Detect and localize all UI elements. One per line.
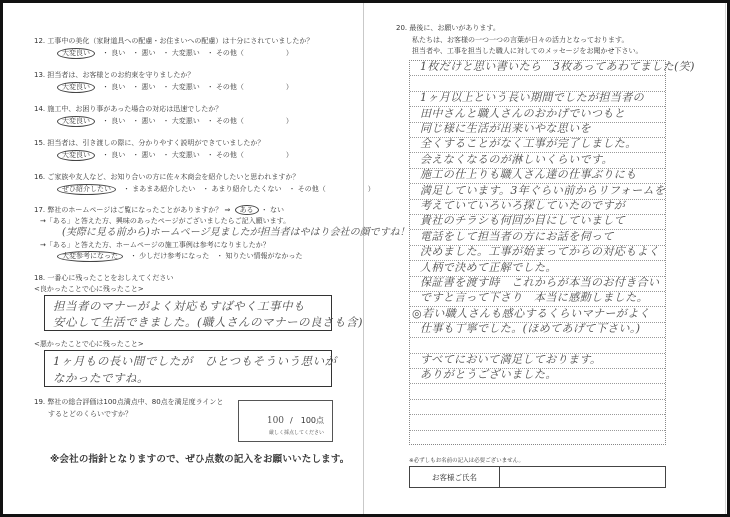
page-edge (725, 3, 726, 514)
question-16: 16. ご家族や友人など、お知り合いの方に佐々木商会を紹介したいと思われますか？ (34, 173, 300, 181)
option[interactable]: あまり紹介したくない (211, 185, 282, 193)
option[interactable]: その他（ ） (215, 49, 293, 57)
question-12-options: 大変良い ・ 良い ・ 悪い ・ 大変悪い ・ その他（ ） (62, 48, 300, 59)
option-selected[interactable]: ある (235, 205, 259, 215)
question-13-options: 大変良い ・ 良い ・ 悪い ・ 大変悪い ・ その他（ ） (62, 82, 300, 93)
bad-memories-answer-box[interactable] (44, 350, 337, 387)
option[interactable]: 良い (111, 83, 126, 91)
option[interactable]: 大変悪い (171, 49, 200, 57)
answer-line: なかったですね。 (53, 371, 149, 385)
message-line: 決めました。工事が始まってからの対応もよく (410, 246, 665, 261)
answer-line: 安心して生活できました。(職人さんのマナーの良さも含) (53, 315, 363, 329)
score-value: 100 / 100点 (266, 416, 324, 426)
option[interactable]: 良い (111, 117, 126, 125)
question-19: 19. 弊社の総合評価は100点満点中、80点を満足度ラインと (34, 398, 224, 406)
option-selected[interactable]: 大変良い (57, 48, 95, 59)
message-line: 同じ様に生活が出来いやな思いを (410, 123, 665, 138)
score-handwritten: 100 (266, 416, 285, 426)
option[interactable]: その他（ ） (215, 83, 293, 91)
option-selected[interactable]: ぜひ紹介したい (57, 184, 116, 195)
option-selected[interactable]: 大変良い (57, 82, 95, 93)
option[interactable]: 大変悪い (171, 151, 200, 159)
option[interactable]: その他（ ） (215, 151, 293, 159)
message-line (410, 400, 665, 415)
good-memories-answer-box[interactable] (44, 295, 363, 331)
score-box[interactable] (238, 400, 333, 442)
option-selected[interactable]: 大変良い (57, 150, 95, 161)
message-line: 電話をして担当者の方にお話を伺って (410, 230, 665, 245)
name-optional-note: ※必ずしもお名前の記入は必要ございません。 (409, 458, 524, 464)
question-20-line2: 私たちは、お客様の一つ一つの言葉が日々の活力となっております。 (412, 36, 629, 44)
message-line: 1ヶ月以上という長い期間でしたが担当者の (410, 92, 665, 107)
question-19-line2: するとどのくらいですか？ (48, 410, 132, 418)
question-12: 12. 工事中の美化（家財道具への配慮・お住まいへの配慮）は十分にされていましたか？ (34, 37, 314, 45)
option[interactable]: 良い (111, 49, 126, 57)
question-18: 18. 一番心に残ったことをおしえてください (34, 274, 174, 282)
footer-note: ※会社の指針となりますので、ぜひ点数の記入をお願いいたします。 (50, 454, 350, 465)
good-memories-label: <良かったことで心に残ったこと> (34, 285, 144, 293)
question-17-sub1: →「ある」と答えた方、興味のあったページがございましたらご記入願います。 (40, 217, 291, 225)
score-note: 厳しく採点してください (268, 430, 324, 436)
message-line: 田中さんと職人さんのおかげでいつもと (410, 107, 665, 122)
message-line: 貴社のチラシも何回か目にしていまして (410, 215, 665, 230)
message-line (410, 431, 665, 446)
message-line: 人柄で決めて正解でした。 (410, 261, 665, 276)
message-line: 1枚だけと思い書いたら 3枚あってあわてました(笑) (410, 61, 665, 76)
bad-memories-label: <悪かったことで心に残ったこと> (34, 340, 144, 348)
customer-name-label: お客様ご氏名 (410, 467, 500, 487)
message-line: 保証書を渡す時 これからが本当のお付き合い (410, 277, 665, 292)
option[interactable]: 悪い (141, 49, 156, 57)
question-20: 20. 最後に、お願いがあります。 (396, 24, 500, 32)
question-17-sub2: →「ある」と答えた方、ホームページの施工事例は参考になりましたか？ (40, 241, 270, 249)
question-13: 13. 担当者は、お客様とのお約束を守りましたか？ (34, 71, 195, 79)
message-line (410, 415, 665, 430)
message-line: 仕事も丁寧でした。(ほめてあげて下さい。) (410, 323, 665, 338)
option[interactable]: その他（ ） (215, 117, 293, 125)
answer-line: 担当者のマナーがよく対応もすばやく工事中も (53, 299, 305, 313)
option[interactable]: その他（ ） (297, 185, 375, 193)
question-17-sub1-answer: (実際に見る前から)ホームページ見ましたが担当者はやはり会社の顔ですね！ (62, 227, 410, 238)
message-line: 施工の仕上りも職人さん達の仕事ぶりにも (410, 169, 665, 184)
customer-name-table (409, 466, 666, 488)
message-line: すべてにおいて満足しております。 (410, 354, 665, 369)
question-16-options: ぜひ紹介したい ・ まあまあ紹介したい ・ あまり紹介したくない ・ その他（ ） (62, 184, 382, 195)
option-selected[interactable]: 大変参考になった (57, 251, 123, 262)
option[interactable]: 悪い (141, 83, 156, 91)
customer-name-field[interactable] (500, 467, 665, 487)
message-line: 全くすることがなく工事が完了しました。 (410, 138, 665, 153)
question-15: 15. 担当者は、引き渡しの際に、分かりやすく説明ができていましたか？ (34, 139, 265, 147)
message-line: ありがとうございました。 (410, 369, 665, 384)
message-line: 考えていていろいろ探していたのですが (410, 200, 665, 215)
message-line: ◎若い職人さんも感心するくらいマナーがよく (410, 307, 665, 322)
option[interactable]: 良い (111, 151, 126, 159)
option-selected[interactable]: 大変良い (57, 116, 95, 127)
message-line: 満足しています。3年ぐらい前からリフォームを (410, 184, 665, 199)
answer-line: 1ヶ月もの長い間でしたが ひとつもそういう思いが (53, 354, 337, 368)
option[interactable]: 悪い (141, 117, 156, 125)
message-line: 会えなくなるのが淋しいくらいです。 (410, 153, 665, 168)
option[interactable]: 大変悪い (171, 83, 200, 91)
question-14-options: 大変良い ・ 良い ・ 悪い ・ 大変悪い ・ その他（ ） (62, 116, 300, 127)
option[interactable]: 大変悪い (171, 117, 200, 125)
message-lined-box[interactable] (409, 60, 695, 445)
option[interactable]: ない (270, 206, 285, 214)
question-20-line3: 担当者や、工事を担当した職人に対してのメッセージをお聞かせ下さい。 (412, 47, 643, 55)
option[interactable]: 少しだけ参考になった (139, 252, 210, 260)
question-14: 14. 施工中、お困り事があった場合の対応は迅速でしたか？ (34, 105, 223, 113)
question-17: 17. 弊社のホームページはご覧になったことがありますか？ ⇒ ある ・ ない (34, 206, 285, 214)
option[interactable]: 悪い (141, 151, 156, 159)
question-15-options: 大変良い ・ 良い ・ 悪い ・ 大変悪い ・ その他（ ） (62, 150, 300, 161)
page-fold-divider (363, 3, 364, 514)
question-17-sub2-options: 大変参考になった ・ 少しだけ参考になった ・ 知りたい情報がなかった (62, 251, 309, 262)
message-line: ですと言って下さり 本当に感動しました。 (410, 292, 665, 307)
message-line (410, 384, 665, 399)
option[interactable]: 知りたい情報がなかった (225, 252, 303, 260)
option[interactable]: まあまあ紹介したい (132, 185, 196, 193)
